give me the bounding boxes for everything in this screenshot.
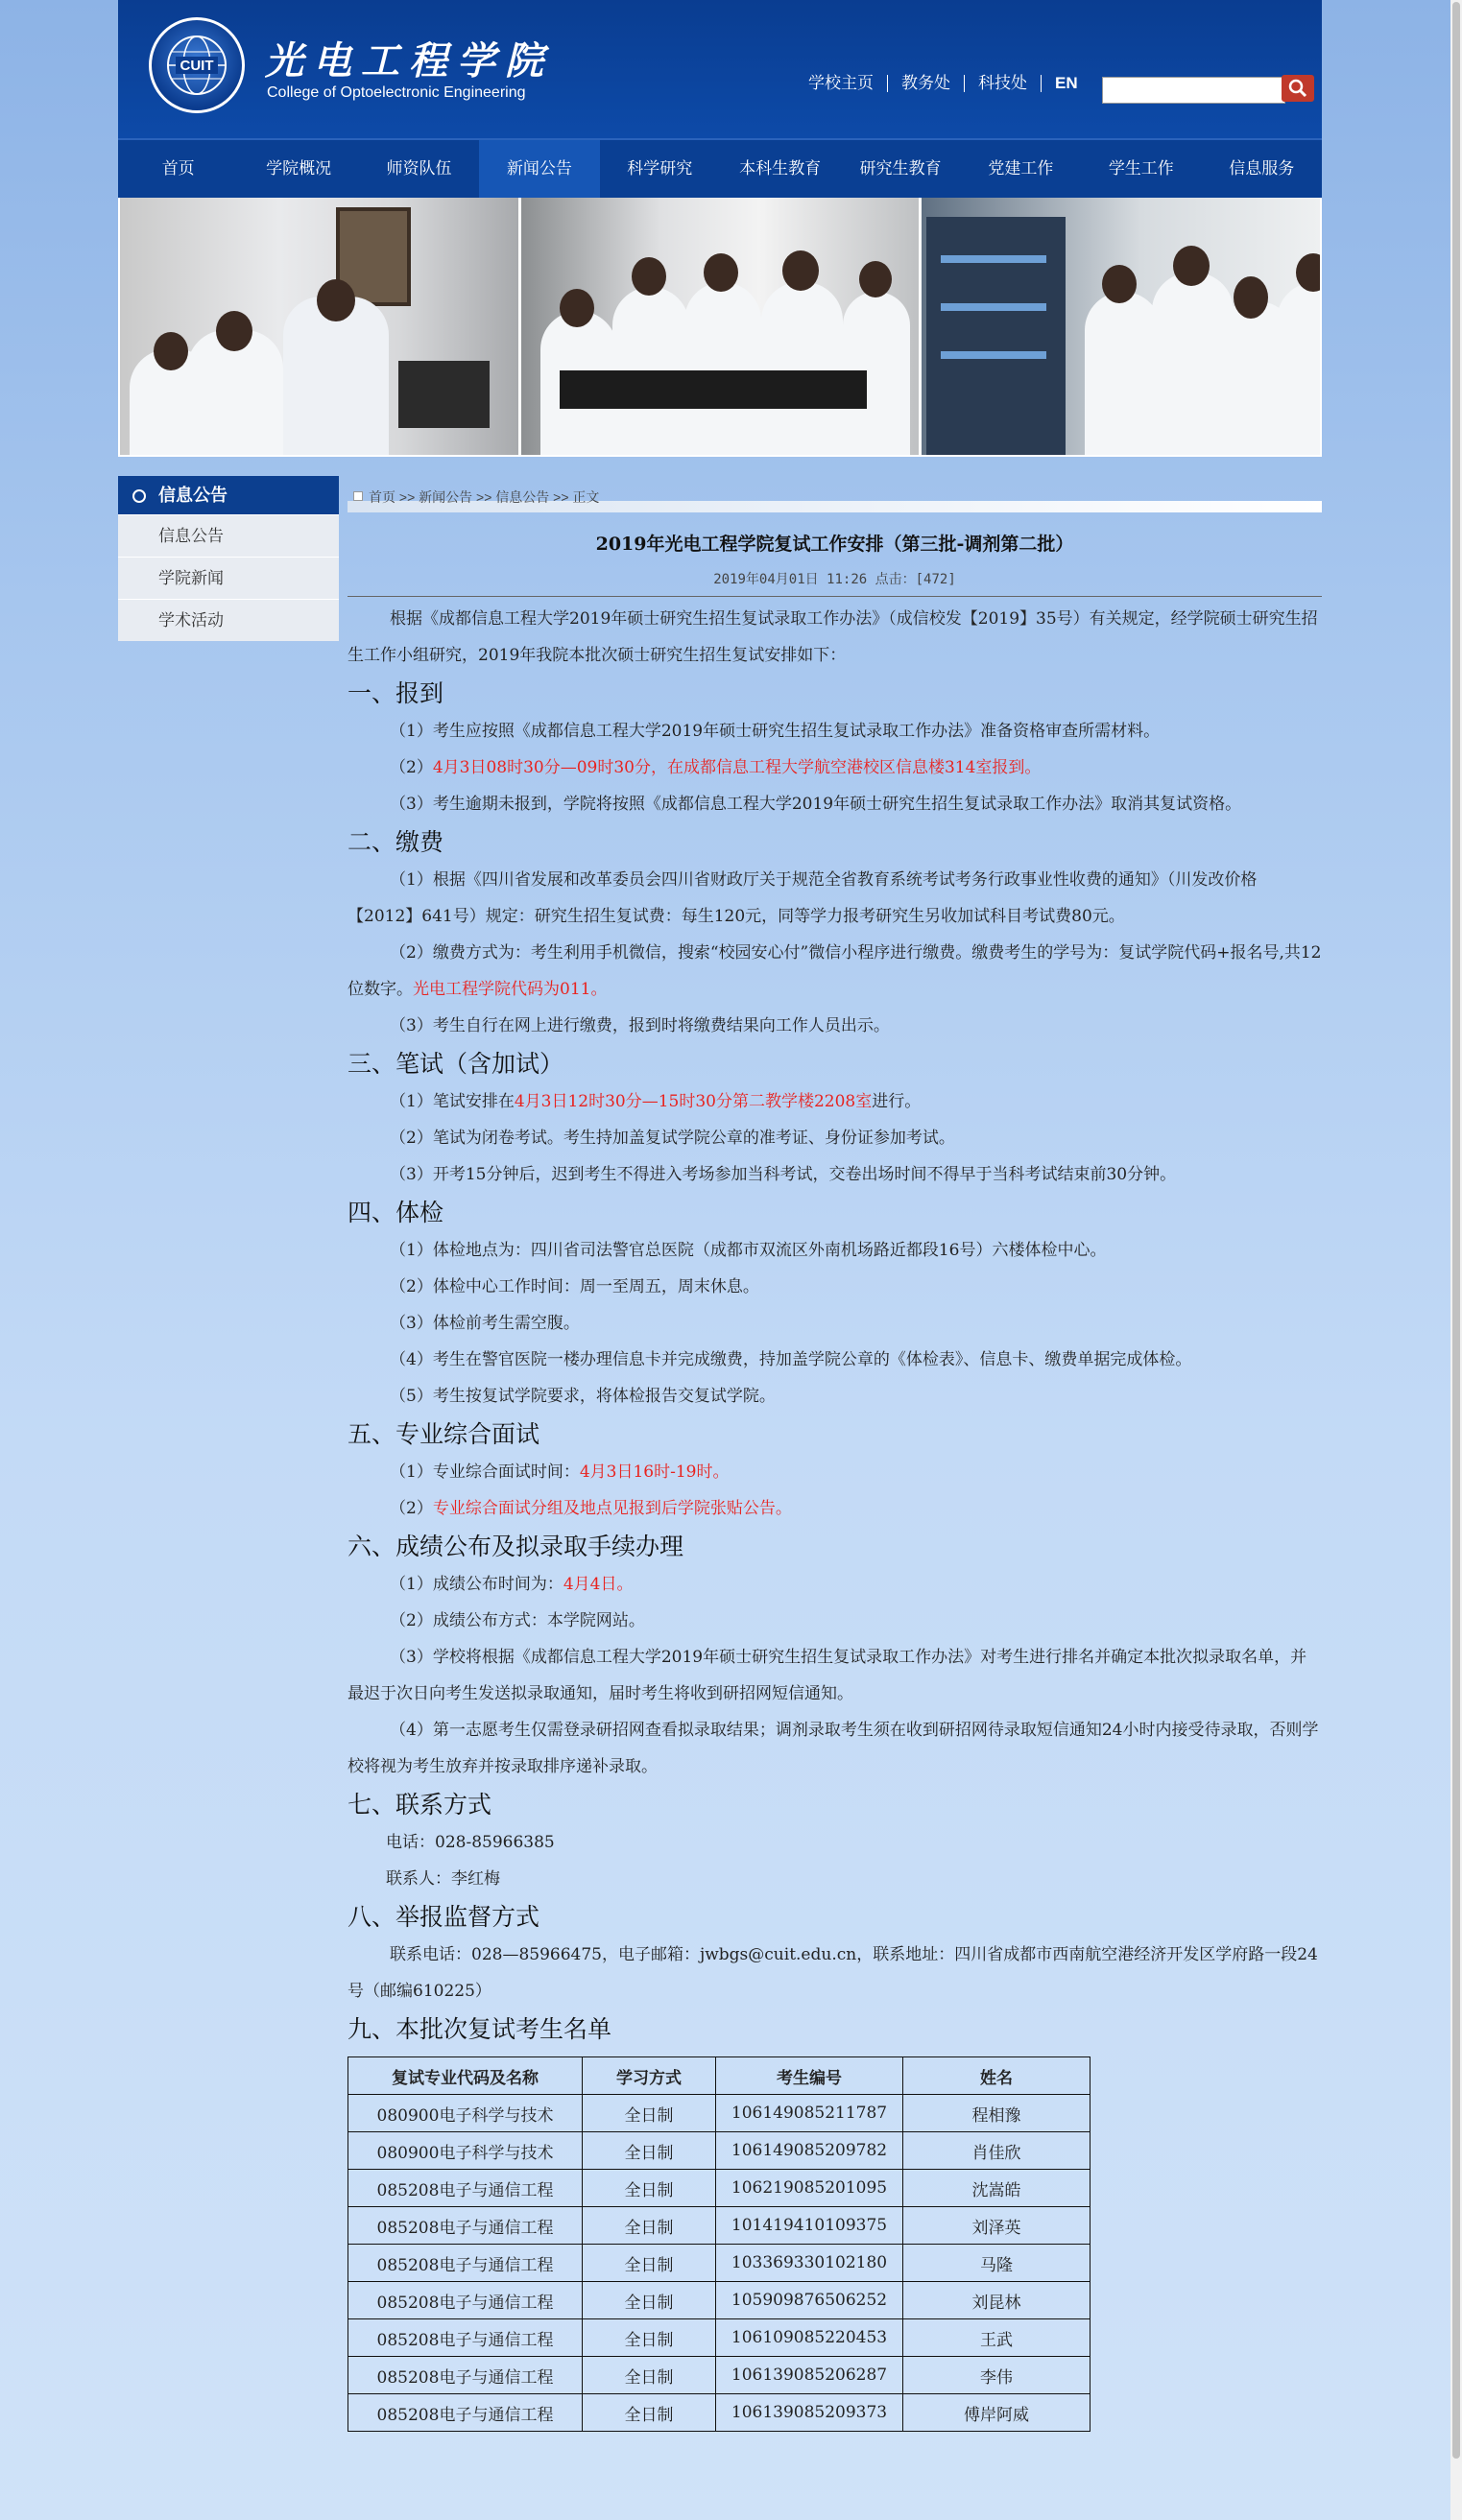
college-name: 光电工程学院 [265, 38, 553, 83]
scrollbar-thumb[interactable] [1452, 2, 1460, 2459]
top-links [795, 75, 1091, 92]
table-cell: 沈嵩皓 [903, 2170, 1091, 2207]
paragraph: （4）考生在警官医院一楼办理信息卡并完成缴费，持加盖学院公章的《体检表》、信息卡、缴费单据完成体检。 [390, 1350, 1192, 1369]
contact-phone: 电话：028-85966385 [386, 1833, 555, 1852]
table-cell: 全日制 [583, 2170, 716, 2207]
paragraph-prefix: （2）缴费方式为：考生利用手机微信，搜索“校园安心付”微信小程序进行缴费。缴费考生的学号为：复试学院代码+报名号,共12位数字。 [348, 943, 1322, 999]
article-meta: 2019年04月01日 11:26 点击：[472] [713, 572, 956, 587]
banner-photo-equipment [922, 198, 1320, 455]
banner-photo-lecture [120, 198, 518, 455]
table-cell: 085208电子与通信工程 [348, 2357, 583, 2394]
paragraph-prefix: （1）笔试安排在 [390, 1092, 515, 1111]
table-cell: 全日制 [583, 2132, 716, 2170]
table-cell: 王武 [903, 2319, 1091, 2357]
table-row [348, 2319, 1091, 2357]
column-header: 考生编号 [716, 2057, 903, 2095]
section-title-physical-exam: 四、体检 [348, 1199, 444, 1226]
nav-item-undergraduate[interactable]: 本科生教育 [739, 159, 822, 178]
table-cell: 080900电子科学与技术 [348, 2132, 583, 2170]
paragraph [348, 1490, 1322, 1527]
paragraph-suffix: 进行。 [872, 1092, 922, 1111]
section-title-written-exam: 三、笔试（含加试） [348, 1050, 564, 1078]
table-cell: 程相豫 [903, 2095, 1091, 2132]
nav-item-info-service[interactable]: 信息服务 [1229, 159, 1295, 178]
nav-item-students[interactable]: 学生工作 [1108, 159, 1174, 178]
paragraph: （1）根据《四川省发展和改革委员会四川省财政厅关于规范全省教育系统考试考务行政事业性收费的通知》（川发改价格【2012】641号）规定：研究生招生复试费：每生120元，同等学力报考研究生另收加试科目考试费80元。 [348, 870, 1258, 926]
sidebar [118, 476, 339, 641]
paragraph: （1）体检地点为：四川省司法警官总医院（成都市双流区外南机场路近都段16号）六楼体检中心。 [390, 1241, 1107, 1260]
nav-item-graduate[interactable]: 研究生教育 [859, 159, 942, 178]
sidebar-item-info-notice[interactable]: 信息公告 [118, 514, 339, 557]
paragraph: （3）考生自行在网上进行缴费，报到时将缴费结果向工作人员出示。 [390, 1016, 890, 1035]
table-cell: 全日制 [583, 2357, 716, 2394]
sidebar-header: 信息公告 [118, 476, 339, 514]
university-logo-icon[interactable] [149, 17, 245, 113]
section-title-candidate-list: 九、本批次复试考生名单 [348, 2015, 612, 2043]
highlight-text: 4月3日16时-19时。 [579, 1462, 730, 1482]
table-cell: 106149085209782 [716, 2132, 903, 2170]
top-link-english[interactable]: EN [1055, 74, 1078, 92]
table-cell: 085208电子与通信工程 [348, 2170, 583, 2207]
table-cell: 106149085211787 [716, 2095, 903, 2132]
nav-item-news[interactable]: 新闻公告 [479, 140, 599, 198]
table-cell: 全日制 [583, 2095, 716, 2132]
table-row [348, 2357, 1091, 2394]
table-cell: 085208电子与通信工程 [348, 2319, 583, 2357]
paragraph: （3）开考15分钟后，迟到考生不得进入考场参加当科考试，交卷出场时间不得早于当科考试结束前30分钟。 [390, 1165, 1177, 1184]
table-cell: 085208电子与通信工程 [348, 2282, 583, 2319]
paragraph: （2）笔试为闭卷考试。考生持加盖复试学院公章的准考证、身份证参加考试。 [390, 1129, 955, 1148]
section-title-results: 六、成绩公布及拟录取手续办理 [348, 1533, 684, 1560]
section-title-contact: 七、联系方式 [348, 1791, 492, 1819]
table-cell: 101419410109375 [716, 2207, 903, 2245]
paragraph [348, 1083, 1322, 1120]
paragraph-prefix: （2） [390, 758, 433, 777]
paragraph: 联系电话：028—85966475，电子邮箱：jwbgs@cuit.edu.cn，联系地址：四川省成都市西南航空港经济开发区学府路一段24号（邮编610225） [348, 1945, 1318, 2001]
divider [348, 596, 1322, 597]
article-intro: 根据《成都信息工程大学2019年硕士研究生招生复试录取工作办法》（成信校发【2019】35号）有关规定，经学院硕士研究生招生工作小组研究，2019年我院本批次硕士研究生招生复试安排如下： [348, 609, 1318, 665]
table-cell: 080900电子科学与技术 [348, 2095, 583, 2132]
table-cell: 马隆 [903, 2245, 1091, 2282]
paragraph [348, 1454, 1322, 1490]
table-row [348, 2170, 1091, 2207]
nav-item-party[interactable]: 党建工作 [988, 159, 1054, 178]
table-cell: 085208电子与通信工程 [348, 2245, 583, 2282]
table-row [348, 2245, 1091, 2282]
paragraph: （4）第一志愿考生仅需登录研招网查看拟录取结果；调剂录取考生须在收到研招网待录取短信通知24小时内接受待录取，否则学校将视为考生放弃并按录取排序递补录取。 [348, 1721, 1319, 1776]
banner-photos [118, 198, 1322, 457]
paragraph [348, 935, 1322, 1008]
paragraph: （1）考生应按照《成都信息工程大学2019年硕士研究生招生复试录取工作办法》准备资格审查所需材料。 [390, 722, 1161, 741]
table-cell: 106219085201095 [716, 2170, 903, 2207]
breadcrumb [348, 476, 1322, 514]
highlight-text: 4月4日。 [563, 1575, 634, 1594]
sidebar-item-college-news[interactable]: 学院新闻 [118, 557, 339, 599]
table-header-row [348, 2057, 1091, 2095]
table-cell: 085208电子与通信工程 [348, 2207, 583, 2245]
article-main [348, 476, 1322, 2432]
paragraph: （3）学校将根据《成都信息工程大学2019年硕士研究生招生复试录取工作办法》对考生进行排名并确定本批次拟录取名单，并最迟于次日向考生发送拟录取通知，届时考生将收到研招网短信通知。 [348, 1648, 1307, 1703]
paragraph: （2）体检中心工作时间：周一至周五，周末休息。 [390, 1277, 759, 1296]
table-row [348, 2095, 1091, 2132]
table-cell: 全日制 [583, 2245, 716, 2282]
column-header: 姓名 [903, 2057, 1091, 2095]
top-link-science-office[interactable]: 科技处 [965, 75, 1042, 92]
page-scrollbar[interactable] [1450, 0, 1462, 2520]
column-header: 学习方式 [583, 2057, 716, 2095]
table-cell: 103369330102180 [716, 2245, 903, 2282]
breadcrumb-text[interactable]: 首页 >> 新闻公告 >> 信息公告 >> 正文 [348, 487, 599, 507]
column-header: 复试专业代码及名称 [348, 2057, 583, 2095]
highlight-text: 4月3日12时30分—15时30分第二教学楼2208室 [514, 1092, 873, 1111]
table-cell: 傅岸阿威 [903, 2394, 1091, 2432]
table-row [348, 2207, 1091, 2245]
table-cell: 全日制 [583, 2282, 716, 2319]
table-cell: 刘昆林 [903, 2282, 1091, 2319]
paragraph-prefix: （1）专业综合面试时间： [390, 1462, 580, 1482]
sidebar-item-academic-events[interactable]: 学术活动 [118, 599, 339, 641]
candidate-table [348, 2056, 1091, 2432]
section-title-supervision: 八、举报监督方式 [348, 1903, 540, 1931]
table-cell: 105909876506252 [716, 2282, 903, 2319]
banner-photo-laboratory [518, 198, 923, 455]
highlight-text: 专业综合面试分组及地点见报到后学院张贴公告。 [432, 1499, 792, 1518]
paragraph-prefix: （2） [390, 1499, 433, 1518]
table-cell: 李伟 [903, 2357, 1091, 2394]
highlight-text: 4月3日08时30分—09时30分，在成都信息工程大学航空港校区信息楼314室报到。 [432, 758, 1042, 777]
table-cell: 全日制 [583, 2319, 716, 2357]
section-title-registration: 一、报到 [348, 679, 444, 707]
paragraph: （2）成绩公布方式：本学院网站。 [390, 1611, 645, 1630]
table-cell: 全日制 [583, 2207, 716, 2245]
table-row [348, 2282, 1091, 2319]
table-cell: 刘泽英 [903, 2207, 1091, 2245]
paragraph: （3）体检前考生需空腹。 [390, 1314, 580, 1333]
nav-item-faculty[interactable]: 师资队伍 [386, 159, 452, 178]
table-cell: 106139085206287 [716, 2357, 903, 2394]
paragraph-prefix: （1）成绩公布时间为： [390, 1575, 563, 1594]
search-button[interactable] [1282, 75, 1314, 102]
nav-item-overview[interactable]: 学院概况 [266, 159, 332, 178]
college-name-en: College of Optoelectronic Engineering [267, 84, 526, 101]
main-nav [118, 138, 1322, 198]
contact-person: 联系人：李红梅 [386, 1869, 500, 1889]
paragraph [348, 749, 1322, 786]
section-title-payment: 二、缴费 [348, 828, 444, 856]
table-row [348, 2394, 1091, 2432]
nav-item-research[interactable]: 科学研究 [627, 159, 693, 178]
search-input[interactable] [1102, 77, 1285, 104]
top-link-school-home[interactable]: 学校主页 [795, 75, 888, 92]
logo-badge-text: CUIT [180, 58, 214, 74]
paragraph: （5）考生按复试学院要求，将体检报告交复试学院。 [390, 1387, 776, 1406]
article-title: 2019年光电工程学院复试工作安排（第三批-调剂第二批） [595, 534, 1074, 555]
highlight-text: 光电工程学院代码为011。 [413, 980, 608, 999]
table-row [348, 2132, 1091, 2170]
table-cell: 106109085220453 [716, 2319, 903, 2357]
search-icon [1282, 75, 1314, 102]
page [118, 0, 1322, 2425]
table-cell: 106139085209373 [716, 2394, 903, 2432]
table-cell: 肖佳欣 [903, 2132, 1091, 2170]
nav-item-home[interactable]: 首页 [161, 159, 195, 178]
section-title-interview: 五、专业综合面试 [348, 1420, 540, 1448]
top-link-academic-affairs[interactable]: 教务处 [888, 75, 965, 92]
paragraph [348, 1566, 1322, 1603]
table-cell: 全日制 [583, 2394, 716, 2432]
table-cell: 085208电子与通信工程 [348, 2394, 583, 2432]
paragraph: （3）考生逾期未报到，学院将按照《成都信息工程大学2019年硕士研究生招生复试录取工作办法》取消其复试资格。 [390, 795, 1242, 814]
site-header [118, 0, 1322, 138]
